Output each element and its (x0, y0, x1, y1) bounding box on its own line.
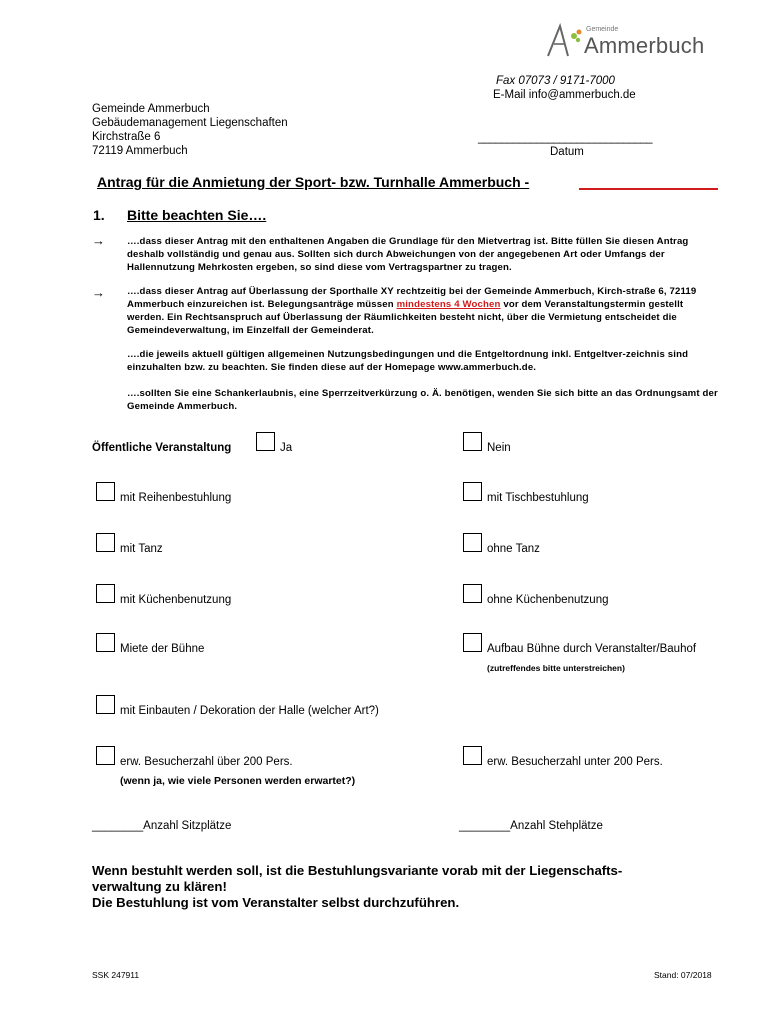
note-2-text-b: vor dem Veranstaltungstermin gestellt werden. Ein Rechtsanspruch auf Überlassung der Räumlichkeiten besteht nicht, über die Vermietung entscheidet die Gemeindeverwaltung, im Einzelfall der Gemeinderat. (127, 299, 684, 336)
label-unter-200: erw. Besucherzahl unter 200 Pers. (487, 756, 663, 768)
label-miete-buehne: Miete der Bühne (120, 643, 205, 655)
label-mit-tanz: mit Tanz (120, 543, 163, 555)
label-einbauten: mit Einbauten / Dekoration der Halle (welcher Art?) (120, 705, 379, 717)
checkbox-ohne-tanz[interactable] (463, 533, 482, 552)
arrow-icon: → (92, 233, 105, 248)
footer-left: SSK 247911 (92, 970, 140, 980)
email: E-Mail info@ammerbuch.de (493, 89, 636, 101)
footer-right: Stand: 07/2018 (654, 970, 712, 980)
note-2 (127, 285, 722, 337)
checkbox-einbauten[interactable] (96, 695, 115, 714)
seating-note-line-2: verwaltung zu klären! (92, 879, 227, 894)
document-title (97, 174, 529, 190)
checkbox-mit-kueche[interactable] (96, 584, 115, 603)
checkbox-unter-200[interactable] (463, 746, 482, 765)
logo (546, 22, 716, 62)
field-sitzplaetze[interactable]: ________Anzahl Sitzplätze (92, 820, 232, 832)
date-line: ______________________________ (478, 132, 652, 144)
address-line-1: Gemeinde Ammerbuch (92, 103, 210, 115)
label-tischbestuhlung: mit Tischbestuhlung (487, 492, 589, 504)
seating-note-line-1: Wenn bestuhlt werden soll, ist die Bestuhlungsvariante vorab mit der Liegenschafts- (92, 863, 623, 878)
note-2-deadline: mindestens 4 Wochen (396, 299, 501, 310)
checkbox-aufbau-buehne[interactable] (463, 633, 482, 652)
public-event-label: Öffentliche Veranstaltung (92, 442, 232, 454)
ammerbuch-logo-icon (546, 22, 586, 58)
date-label: Datum (550, 146, 584, 158)
logo-subtitle: Gemeinde (586, 26, 619, 33)
logo-name: Ammerbuch (584, 33, 705, 58)
hint-zutreffendes: (zutreffendes bitte unterstreichen) (487, 663, 625, 673)
note-3: ….die jeweils aktuell gültigen allgemeinen Nutzungsbedingungen und die Entgeltordnung inkl. Entgeltver-zeichnis sind einzuhalten bzw. zu beachten. Sie finden diese auf der Homepage www.ammerbuch.de. (127, 349, 689, 373)
address-line-3: Kirchstraße 6 (92, 131, 161, 143)
checkbox-ueber-200[interactable] (96, 746, 115, 765)
checkbox-ohne-kueche[interactable] (463, 584, 482, 603)
label-ohne-kueche: ohne Küchenbenutzung (487, 594, 609, 606)
address-block (92, 102, 288, 158)
label-ohne-tanz: ohne Tanz (487, 543, 540, 555)
label-nein: Nein (487, 442, 511, 454)
label-ja: Ja (280, 442, 293, 454)
label-reihenbestuhlung: mit Reihenbestuhlung (120, 492, 232, 504)
section-number: 1. (93, 207, 105, 223)
field-stehplaetze[interactable]: ________Anzahl Stehplätze (459, 820, 603, 832)
checkbox-miete-buehne[interactable] (96, 633, 115, 652)
checkbox-nein[interactable] (463, 432, 482, 451)
checkbox-mit-tanz[interactable] (96, 533, 115, 552)
fax: Fax 07073 / 9171-7000 (496, 75, 615, 87)
address-line-4: 72119 Ammerbuch (92, 145, 188, 157)
label-ueber-200: erw. Besucherzahl über 200 Pers. (120, 756, 293, 768)
title-red-underline (579, 188, 718, 190)
label-mit-kueche: mit Küchenbenutzung (120, 594, 232, 606)
note-2-text-a: ….dass dieser Antrag auf Überlassung der Sporthalle XY rechtzeitig bei der Gemeinde Ammerbuch, Kirch-straße 6, 72119 Ammerbuch einzureichen ist. Belegungsanträge müssen (127, 286, 697, 310)
title-text: Antrag für die Anmietung der Sport- bzw. Turnhalle Ammerbuch - (97, 174, 530, 190)
section-heading: Bitte beachten Sie…. (127, 207, 267, 223)
seating-note (92, 863, 622, 911)
address-line-2: Gebäudemanagement Liegenschaften (92, 117, 288, 129)
checkbox-reihenbestuhlung[interactable] (96, 482, 115, 501)
label-aufbau-buehne: Aufbau Bühne durch Veranstalter/Bauhof (487, 643, 697, 655)
checkbox-tischbestuhlung[interactable] (463, 482, 482, 501)
note-4: ….sollten Sie eine Schankerlaubnis, eine Sperrzeitverkürzung o. Ä. benötigen, wenden Sie sich bitte an das Ordnungsamt der Gemeinde Ammerbuch. (127, 388, 718, 412)
note-1: ….dass dieser Antrag mit den enthaltenen Angaben die Grundlage für den Mietvertrag ist. Bitte füllen Sie diesen Antrag deshalb vollständig und genau aus. Sollten sich durch Abweichungen von der angegebenen Art oder Umfangs der Hallennutzung Mehrkosten ergeben, so sind diese vom Vertragspartner zu tragen. (127, 236, 689, 273)
seating-note-line-3: Die Bestuhlung ist vom Veranstalter selbst durchzuführen. (92, 895, 460, 910)
arrow-icon: → (92, 285, 105, 300)
checkbox-ja[interactable] (256, 432, 275, 451)
hint-wie-viele: (wenn ja, wie viele Personen werden erwartet?) (120, 775, 356, 787)
